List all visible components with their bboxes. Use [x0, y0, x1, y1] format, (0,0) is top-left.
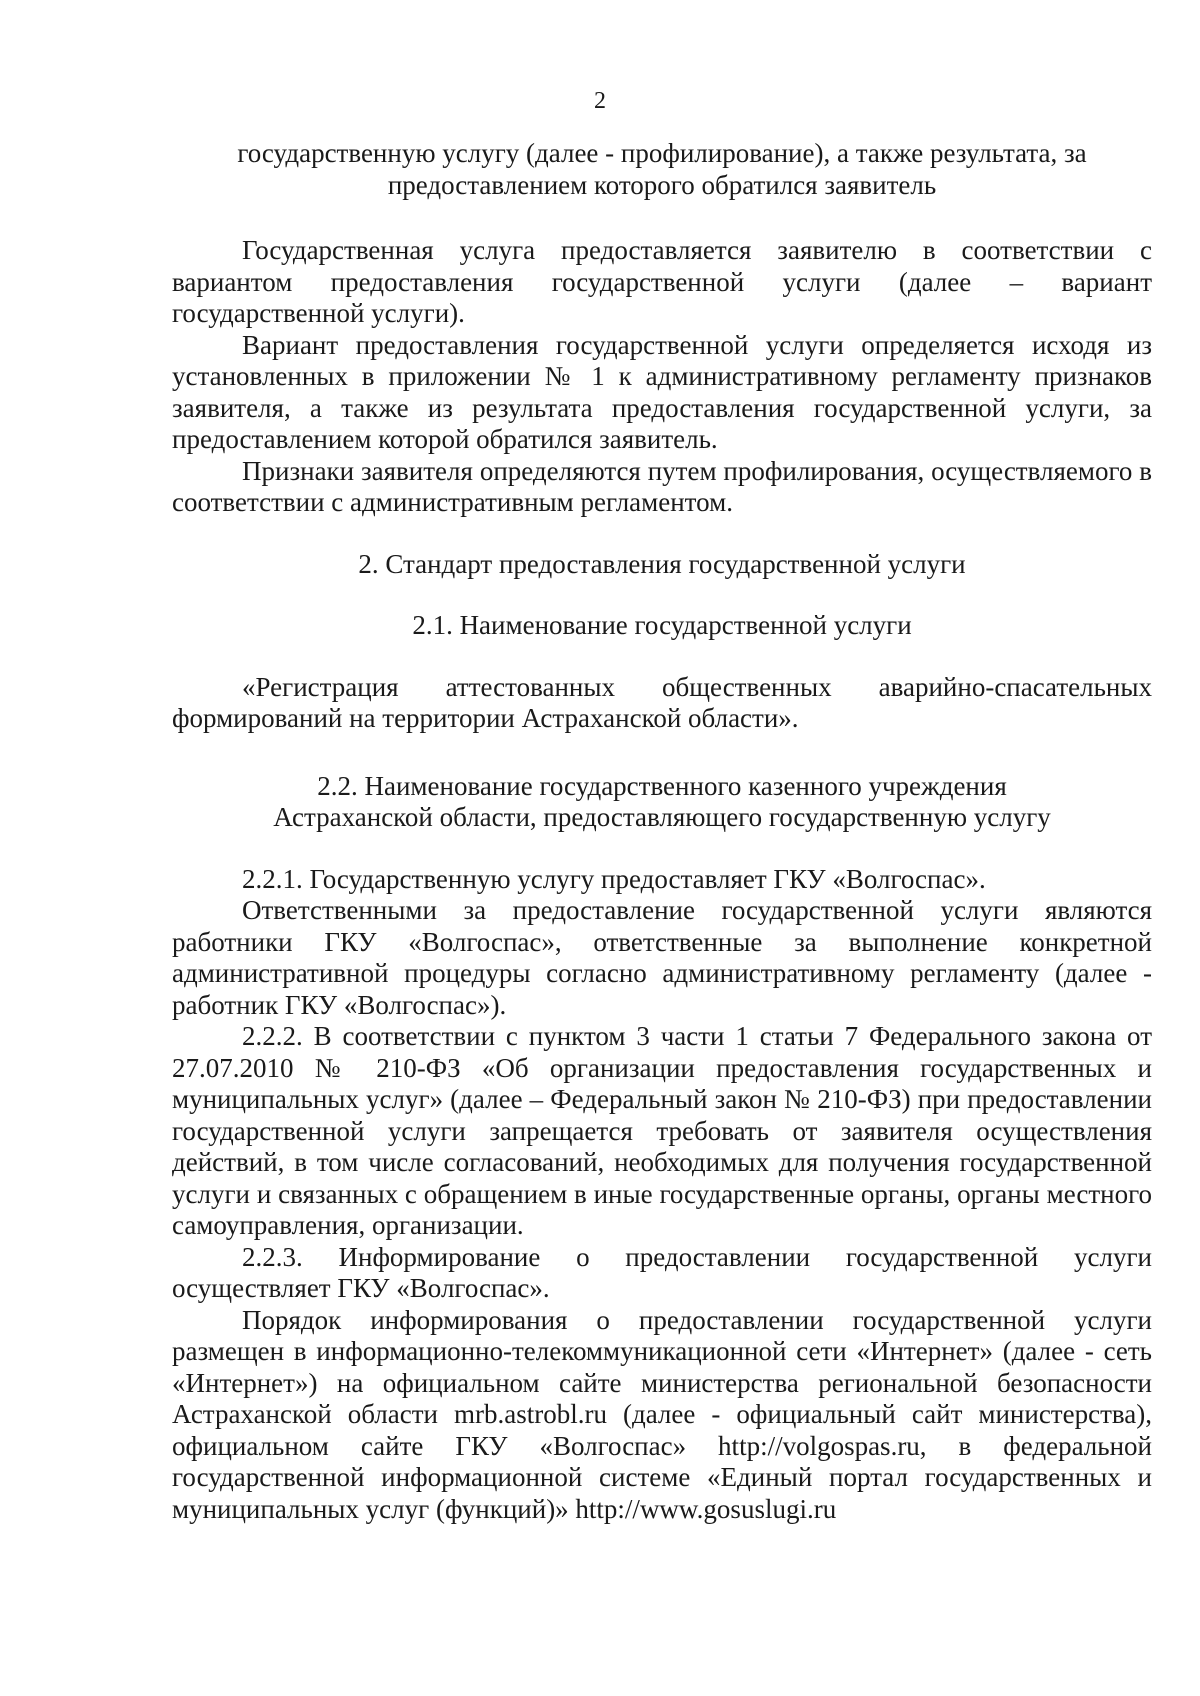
page-number: 2	[594, 88, 606, 114]
intro-paragraph-1: Государственная услуга предоставляется заявителю в соответствии с вариантом предоставления государственной услуги (далее – вариант государственной услуги).	[172, 235, 1152, 328]
top-heading-line-1: государственную услугу (далее - профилирование), а также результата, за	[237, 138, 1087, 168]
section-2-1-title: 2.1. Наименование государственной услуги	[412, 610, 912, 640]
section-2-2-paragraph-3: 2.2.2. В соответствии с пунктом 3 части 1 статьи 7 Федерального закона от 27.07.2010 № 210-ФЗ «Об организации предоставления государственных и муниципальных услуг» (далее – Федеральный закон № 210-ФЗ) при предоставлении государственной услуги запрещается требовать от заявителя осуществления действий, в том числе согласований, необходимых для получения государственной услуги и связанных с обращением в иные государственные органы, органы местного самоуправления, организации.	[172, 1021, 1152, 1240]
service-name-paragraph: «Регистрация аттестованных общественных аварийно-спасательных формирований на территории Астраханской области».	[172, 671, 1152, 733]
section-2-2-paragraph-2: Ответственными за предоставление государственной услуги являются работники ГКУ «Волгоспас», ответственные за выполнение конкретной административной процедуры согласно административному регламенту (далее - работник ГКУ «Волгоспас»).	[172, 895, 1152, 1020]
document-body	[172, 138, 1152, 1525]
section-2-title: 2. Стандарт предоставления государственной услуги	[358, 548, 966, 579]
section-2-2-paragraph-5: Порядок информирования о предоставлении государственной услуги размещен в информационно-телекоммуникационной сети «Интернет» (далее - сеть «Интернет») на официальном сайте министерства региональной безопасности Астраханской области mrb.astrobl.ru (далее - официальный сайт министерства), официальном сайте ГКУ «Волгоспас» http://volgospas.ru, в федеральной государственной информационной системе «Единый портал государственных и муниципальных услуг (функций)» http://www.gosuslugi.ru	[172, 1304, 1152, 1524]
top-heading-line-2: предоставлением которого обратился заявитель	[387, 169, 937, 200]
section-2-2-paragraph-1: 2.2.1. Государственную услугу предоставляет ГКУ «Волгоспас».	[242, 863, 986, 894]
section-2-2-title-line-1: 2.2. Наименование государственного казенного учреждения	[317, 770, 1007, 801]
intro-paragraph-2: Вариант предоставления государственной услуги определяется исходя из установленных в приложении № 1 к административному регламенту признаков заявителя, а также из результата предоставления государственной услуги, за предоставлением которой обратился заявитель.	[172, 329, 1152, 454]
intro-paragraph-3: Признаки заявителя определяются путем профилирования, осуществляемого в соответствии с административным регламентом.	[172, 455, 1152, 517]
section-2-2-paragraph-4: 2.2.3. Информирование о предоставлении государственной услуги осуществляет ГКУ «Волгоспас».	[172, 1241, 1152, 1303]
section-2-2-title-line-2: Астраханской области, предоставляющего государственную услугу	[273, 802, 1051, 832]
